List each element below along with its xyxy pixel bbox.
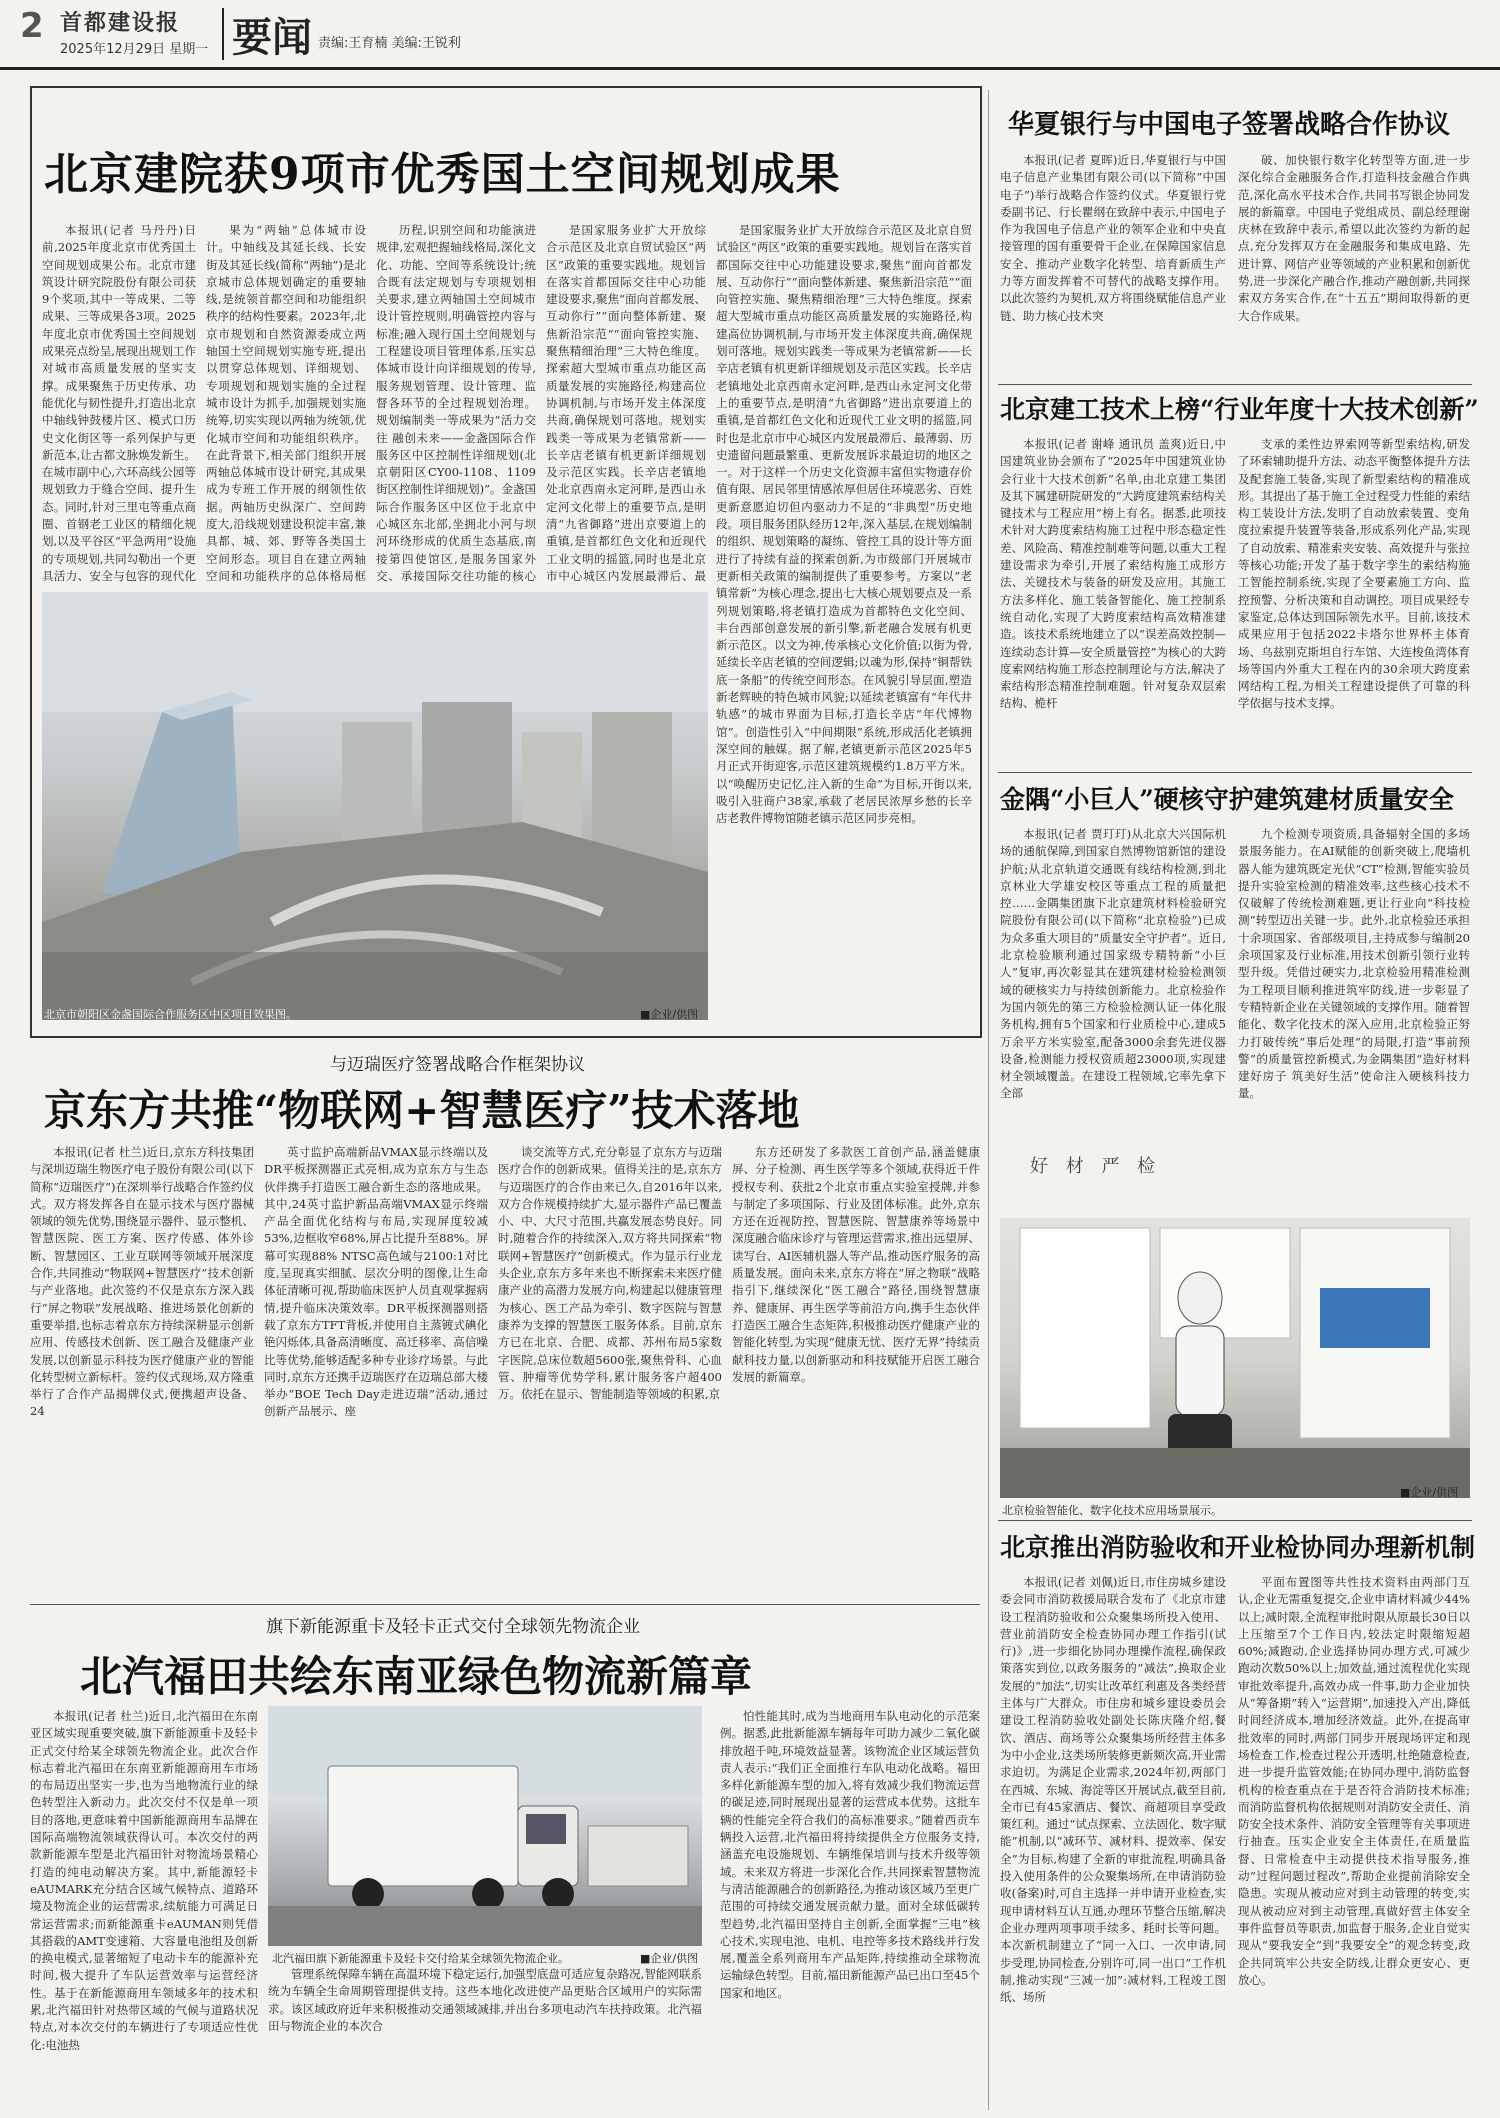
section-title: 要闻 <box>232 14 312 61</box>
article-4-col-2: 九个检测专项资质,具备辐射全国的多场景服务能力。在AI赋能的创新突破上,爬墙机器人能为建筑既定光伏“CT”检测,智能实验员提升实验室检测的精准效率,这些核心技术不仅破解了传统检测难题,更让行业向“科技检测”转型迈出关键一步。此外,北京检验还承担十余项国家、省部级项目,主持成参与编制20余项国家及行业标准,用技术创新引领行业转型升级。凭借过硬实力,北京检验用精准检测为工程项目顺利推进筑牢防线,进一步彰显了专精特新企业在关键领域的支撑作用。随着智能化、数字化技术的深入应用,北京检验正努力打破传统“事后处理”的局限,打造“事前预警”的质量管控新模式,为金隅集团“造好材料 建好房子 筑美好生活”使命注入硬核科技力量。 <box>1238 827 1470 1101</box>
article-2-col-2: 破、加快银行数字化转型等方面,进一步深化综合金融服务合作,打造科技金融合作典范,深化高水平技术合作,共同书写银企协同发展的新篇章。中国电子党组成员、副总经理谢庆林在致辞中表示,希望以此次签约为新的起点,充分发挥双方在金融服务和集成电路、先进计算、网信产业等领域的产业积累和创新优势,进一步深化产融合作,推动产融创新,共同探索双方务实合作,在“十五五”期间取得新的更大合作成果。 <box>1238 153 1470 323</box>
article-1-col-2: 果为“两轴”总体城市设计。中轴线及其延长线、长安街及其延长线(简称“两轴”)是北京城市总体规划确定的重要轴线,是统领首都空间和功能组织秩序的结构性要素。2023年,北京市规划和自然资源委成立两轴国土空间规划实施专班,提出以贯穿总体规划、详细规划、专项规划和规划实施的全过程城市设计为抓手,加强规划实施统筹,切实实现以两轴为统领,优化城市空间和功能组织秩序。在此背景下,相关部门组织开展两轴总体城市设计研究,其成果成为专班工作开展的纲领性依据。两轴历史纵深广、空间跨度大,沿线规划建设积淀丰富,兼具都、城、郊、野等各类国土空间形态。项目自在建立两轴空间和功能秩序的总体格局框 <box>206 223 366 583</box>
article-5-col-4: 东方还研发了多款医工首创产品,涵盖健康屏、分子检测、再生医学等多个领域,获得近千件授权专利、获批2个北京市重点实验室授牌,并参与制定了多项国际、行业及团体标准。此外,京东方还在近视防控、智慧医院、智慧康养等场景中深度融合临床诊疗与管理运营需求,推出远望屏、读写台、AI医辅机器人等产品,推动医疗服务的高质量发展。面向未来,京东方将在“屏之物联”战略指引下,继续深化“医工融合”路径,围绕智慧康养、健康屏、再生医学等前沿方向,携手生态伙伴打造医工融合生态矩阵,积极推动医疗健康产业的智能化转型,为实现“健康无忧、医疗无界”持续贡献科技力量,以创新驱动和科技赋能开启医工融合发展的新篇章。 <box>732 1145 980 1384</box>
issue-date: 2025年12月29日 星期一 <box>60 42 209 57</box>
article-3-title: 北京建工技术上榜“行业年度十大技术创新” <box>1000 395 1479 424</box>
article-3-col-1: 本报讯(记者 谢峰 通讯员 盖爽)近日,中国建筑业协会颁布了“2025年中国建筑业协会行业十大技术创新”名单,由北京建工集团及其下属建研院研发的“大跨度建筑索结构关键技术与工程应用”榜上有名。据悉,此项技术针对大跨度索结构施工过程中形态稳定性差、风险高、精准控制难等问题,以重大工程建设需求为牵引,开展了索结构施工成形方法、关键技术与装备的研发及应用。其施工方法多样化、施工装备智能化、施工控制系统自动化,实现了大跨度索结构高效精准建造。该技术系统地建立了以“误差高效控制—连续动态计算—安全质量管控”为核心的大跨度索网结构施工形态控制理论与方法,解决了索结构形态精准控制难题。针对复杂双层索结构、桅杆 <box>1000 437 1226 711</box>
editors-credit: 责编:王育楠 美编:王锐利 <box>318 36 461 51</box>
masthead <box>0 0 1500 70</box>
article-6-col-1: 本报讯(记者 杜兰)近日,北汽福田在东南亚区域实现重要突破,旗下新能源重卡及轻卡正式交付给某全球领先物流企业。此次合作标志着北汽福田在东南亚新能源商用车市场的布局迈出坚实一步,也为当地物流行业的绿色转型注入新动力。此次交付不仅是单一项目的落地,更意味着中国新能源商用车品牌在国际高端物流领域获得认可。本次交付的两款新能源车型是北汽福田针对物流场景精心打造的纯电动解决方案。其中,新能源轻卡eAUMARK充分结合区域气候特点、道路环境及物流企业的运营需求,续航能力可满足日常运营需求;而新能源重卡eAUMAN则凭借其搭载的AMT变速箱、大容量电池组及创新的换电模式,显著缩短了电动卡车的能源补充时间,极大提升了车队运营效率与运营经济性。基于在新能源商用车领域多年的技术积累,北汽福田针对热带区域的气候与道路状况特点,对本次交付的车辆进行了专项适应性优化:电池热 <box>30 1709 258 2052</box>
divider <box>998 384 1472 385</box>
divider <box>998 1520 1472 1521</box>
article-5-col-3: 谈交流等方式,充分彰显了京东方与迈瑞医疗合作的创新成果。值得关注的是,京东方与迈瑞医疗的合作由来已久,自2016年以来,双方合作规模持续扩大,显示器件产品已覆盖小、中、大尺寸范围,共赢发展态势良好。同时,随着合作的持续深入,双方将共同探索“物联网+智慧医疗”创新模式。作为显示行业龙头企业,京东方多年来也不断探索未来医疗健康产业的高潜力发展方向,构建起以健康管理为核心、医工产品为牵引、数字医院与智慧康养为支撑的智慧医工服务体系。目前,京东方已在北京、合肥、成都、苏州布局5家数字医院,总床位数超5600张,聚焦骨科、心血管、肿瘤等优势学科,累计服务客户超400万。依托在显示、智能制造等领域的积累,京 <box>498 1145 722 1402</box>
article-5-kicker: 与迈瑞医疗签署战略合作框架协议 <box>330 1055 585 1075</box>
trucks-delivery-image <box>268 1706 702 1946</box>
article-6-col-2: 怕性能其时,成为当地商用车队电动化的示范案例。据悉,此批新能源车辆每年可助力减少二氧化碳排放超千吨,环境效益显著。该物流企业区域运营负责人表示:“我们正全面推行车队电动化战略。福田多样化新能源车型的加入,将有效减少我们物流运营的碳足迹,同时展现出显著的运营成本优势。这批车辆的性能完全符合我们的高标准要求。”随着西贡车辆投入运营,北汽福田将持续提供全方位服务支持,涵盖充电设施规划、车辆维保培训与技术升级等领域。未来双方将进一步深化合作,共同探索智慧物流与清洁能源融合的创新路径,为推动该区域乃至更广范围的可持续交通发展贡献力量。面对全球低碳转型趋势,北汽福田坚持自主创新,全面掌握“三电”核心技术,实现电池、电机、电控等多技术路线并行发展,覆盖全系列商用车产品矩阵,持续推动全球物流运输绿色转型。目前,福田新能源产品已出口至45个国家和地区。 <box>720 1709 980 2000</box>
article-5-title: 京东方共推“物联网+智慧医疗”技术落地 <box>44 1086 800 1135</box>
article-6-kicker: 旗下新能源重卡及轻卡正式交付全球领先物流企业 <box>266 1617 640 1637</box>
masthead-divider <box>222 8 224 60</box>
article-7-title: 北京推出消防验收和开业检协同办理新机制 <box>1000 1533 1476 1562</box>
figure-2-credit: ■企业/供图 <box>1400 1486 1459 1499</box>
article-4-title: 金隅“小巨人”硬核守护建筑建材质量安全 <box>1000 785 1454 814</box>
article-1-col-1: 本报讯(记者 马丹丹)日前,2025年度北京市优秀国土空间规划成果公布。北京市建筑设计研究院股份有限公司获9个奖项,其中一等成果、二等成果、三等成果各3项。2025年度北京市优秀国土空间规划成果亮点纷呈,展现出规划工作对城市高质量发展的坚实支撑。成果聚焦于历史传承、功能优化与韧性提升,打造出北京中轴线钟鼓楼片区、模式口历史文化街区等一系列保护与更新范本,让古都文脉焕发新生。在城市副中心,六环高线公园等规划致力于缝合空间、提升生态。同时,针对三里屯等重点商圈、首钢老工业区的精细化规划,以及平谷区“平急两用”设施的专项规划,共同勾勒出一个更具活力、安全与包容的现代化 <box>42 223 196 583</box>
article-7-col-1: 本报讯(记者 刘佩)近日,市住房城乡建设委会同市消防救援局联合发布了《北京市建设工程消防验收和公众聚集场所投入使用、营业前消防安全检查协同办理工作指引(试行)》,进一步细化协同办理操作流程,确保政策落实到位,以政务服务的“减法”,换取企业发展的“加法”,切实让改革红利惠及各类经营主体与广大群众。市住房和城乡建设委员会建设工程消防验收处副处长陈庆隆介绍,餐饮、酒店、商场等公众聚集场所经营主体多为中小企业,这类场所装修更新频次高,开业需求迫切。为满足企业需求,2024年初,两部门在西城、东城、海淀等区开展试点,截至目前,全市已有45家酒店、餐饮、商超项目享受政策红利。通过“试点探索、立法固化、数字赋能”机制,以“减环节、减材料、提效率、保安全”为目标,构建了全新的审批流程,明确具备投入使用条件的公众聚集场所,在申请消防验收(备案)时,可自主选择一并申请开业检查,实现申请材料互认互通,办理环节整合压缩,解决企业办理两项事项手续多、耗时长等问题。本次新机制建立了“同一入口、一次申请,同步受理,协同检查,分别许可,同一出口”工作机制,推动实现“三减一加”:减材料,工程竣工图纸、场所 <box>1000 1575 1226 2005</box>
figure-2-caption: 北京检验智能化、数字化技术应用场景展示。 <box>1002 1504 1222 1517</box>
article-5-col-2: 英寸监护高端新品VMAX显示终端以及DR平板探测器正式亮相,成为京东方与生态伙伴携手打造医工融合新生态的落地成果。其中,24英寸监护新品高端VMAX显示终端产品全面优化结构与布局,实现屏度较减53%,边框收窄68%,屏占比提升至88%。屏幕可实现88% NTSC高色域与2100:1对比度,呈现真实细腻、层次分明的图像,让生命体征清晰可视,帮助临床医护人员直观掌握病情,提升临床决策效率。DR平板探测器则搭载了京东方TFT背板,并使用自主蒸镀式碘化铯闪烁体,具备高清晰度、高迁移率、高信噪比等优势,能够适配多种专业诊疗场景。与此同时,京东方还携手迈瑞医疗在迈瑞总部大楼举办“BOE Tech Day走进迈瑞”活动,通过创新产品展示、座 <box>264 1145 488 1419</box>
article-2-title: 华夏银行与中国电子签署战略合作协议 <box>1008 110 1451 140</box>
figure-3-caption: 北汽福田旗下新能源重卡及轻卡交付给某全球领先物流企业。 <box>272 1952 569 1965</box>
article-1-col-3: 历程,识别空间和功能演进规律,宏观把握轴线格局,深化文化、功能、空间等系统设计;统合既有法定规划与专项规划相关要求,建立两轴国土空间城市设计管控规则,明确管控内容与标准;融入现行国土空间规划与工程建设项目管理体系,压实总体城市设计向详细规划的传导,服务规划管理、设计管理、监督各环节的全过程规划治理。规划编制类一等成果为“活力交往 融创未来——金盏国际合作服务区中区控制性详细规划(北京朝阳区CY00-1108、1109街区控制性详细规划)”。金盏国际合作服务区中区位于北京中心城区东北部,坐拥北小河与坝河环绕形成的优质生态基底,南接第四使馆区,是服务国家外交、承接国际交往功能的核心 <box>376 223 536 583</box>
figure-3-credit: ■企业/供图 <box>640 1952 699 1965</box>
page-number: 2 <box>20 6 44 46</box>
article-2-col-1: 本报讯(记者 夏晖)近日,华夏银行与中国电子信息产业集团有限公司(以下简称“中国电子”)举行战略合作签约仪式。华夏银行党委副书记、行长瞿纲在致辞中表示,中国电子作为我国电子信息产业的领军企业和中央直接管理的国有重要骨干企业,在保障国家信息安全、推动产业数字化转型、培育新质生产力等方面发挥着不可替代的战略支撑作用。以此次签约为契机,双方将围绕赋能信息产业链、助力核心技术突 <box>1000 153 1226 323</box>
inspection-exhibit-image <box>1000 1148 1470 1498</box>
divider <box>998 772 1472 773</box>
article-1-col-4: 是国家服务业扩大开放综合示范区及北京自贸试验区“两区”政策的重要实践地。规划旨在落实首都国际交往中心功能建设要求,聚焦“面向首都发展、互动你行”“面向整体新建、聚焦新沿宗范”“面向管控实施、聚焦精细治理”三大特色维度。探索超大型城市重点功能区高质量发展的实施路径,构建高位协调机制,与市场开发主体深度共商,确保规划可落地。规划实践类一等成果为老镇常新——长辛店老镇有机更新详细规划及示范区实践。长辛店老镇地处北京西南永定河畔,是西山永定河文化带上的重要节点,是明清“九省御路”进出京要道上的重镇,是首都红色文化和近现代工业文明的摇篮,同时也是北京市中心城区内发展最滞后、最薄弱、历史遗留问题最繁重、更新发展诉求最迫切的地区之一。对于这样一个历史文化资源丰富但实物遗存价值有限、居民邻里情感浓厚但居住环境恶劣、百姓更新意愿迫切但内驱动力不足的“非典型”历史地段。项目服务团队经历12年,深入基层,在规划编制的组织、规划策略的凝练、管控工具的设计等方面进行了持续有益的探索创新,为市级部门开展城市更新相关政策的编制提供了重要参考。方案以“老镇常新”为核心理念,提出七大核心规划要点及一系列规划策略,将老镇打造成为首都特色文化空间、丰台西部创意发展的新引擎,新老融合发展有机更新示范区。以文为神,传承核心文化价值;以街为骨,延续长辛店老镇的空间逻辑;以魂为形,保持“铜帮铁底一条船”的传统空间形态。在风貌引导层面,塑造新老辉映的特色城市风貌;以延续老镇富有“年代井轨感”的城市界面为目标,打造长辛店“年代博物馆”。创造性引入“中间期限”系统,形成活化老镇拥深空间的触媒。据了解,老镇更新示范区2025年5月正式开街迎客,示范区建筑规模约1.8万平方米。以“唤醒历史记忆,注入新的生命”为目标,开街以来,吸引入驻商户38家,承载了老居民浓厚乡愁的长辛店老教件博物馆随老镇示范区同步亮相。 <box>716 223 972 826</box>
exhibit-sign-text: 好 材 严 检 <box>1030 1156 1162 1177</box>
divider <box>30 1604 980 1605</box>
column-divider <box>988 90 989 2110</box>
article-1-col-4a: 是国家服务业扩大开放综合示范区及北京自贸试验区“两区”政策的重要实践地。规划旨在落实首都国际交往中心功能建设要求,聚焦“面向首都发展、互动你行”“面向整体新建、聚焦新沿宗范”“面向管控实施、聚焦精细治理”三大特色维度。探索超大型城市重点功能区高质量发展的实施路径,构建高位协调机制,与市场开发主体深度共商,确保规划可落地。规划实践类一等成果为老镇常新——长辛店老镇有机更新详细规划及示范区实践。长辛店老镇地处北京西南永定河畔,是西山永定河文化带上的重要节点,是明清“九省御路”进出京要道上的重镇,是首都红色文化和近现代工业文明的摇篮,同时也是北京市中心城区内发展最滞后、最 <box>546 223 706 583</box>
project-rendering-image <box>42 592 708 1020</box>
article-4-col-1: 本报讯(记者 贾玎玎)从北京大兴国际机场的通航保障,到国家自然博物馆新馆的建设护航;从北京轨道交通既有线结构检测,到北京林业大学雄安校区等重点工程的质量把控……金隅集团旗下北京建筑材料检验研究院股份有限公司(以下简称“北京检验”)已成为众多重大项目的“质量安全守护者”。近日,北京检验顺利通过国家级专精特新“小巨人”复审,再次彰显其在建筑建材检验检测领域的硬核实力与持续创新能力。北京检验作为国内领先的第三方检验检测认证一体化服务机构,拥有5个国家和行业质检中心,建成5万余平方米实验室,配备3000余套先进仪器设备,检测能力授权资质超23000项,实现建材全领域覆盖。在建设工程领域,它率先拿下全部 <box>1000 827 1226 1101</box>
article-7-col-2: 平面布置图等共性技术资料由两部门互认,企业无需重复提交,企业申请材料减少44%以上;减时限,全流程审批时限从原最长30日以上压缩至7个工作日内,较法定时限缩短超60%;减跑动,企业选择协同办理方式,可减少跑动次数50%以上;加效益,通过流程优化实现审批效率提升,高效办成一件事,助力企业加快从“筹备期”转入“运营期”,加速投入产出,降低时间经济成本,增加经济效益。此外,在提高审批效率的同时,两部门同步开展现场评定和现场检查工作,检查过程公开透明,杜绝随意检查,进一步提升监管效能;在协同办理中,消防监督机构的检查重点在于是否符合消防技术标准;而消防监督机构依据规则对消防安全责任、消防安全技术条件、消防安全管理等有关事项进行抽查。压实企业安全主体责任,在质量监督、日常检查中主动提供技术指导服务,推动“过程问题过程改”,帮助企业提前消除安全隐患。实现从被动应对到主动管理的转变,实现从被动应对到主动管理,真做好营主体安全事件监督员等职责,加监督于服务,企业自觉实现从“要我安全”到“我要安全”的观念转变,政企共同筑牢公共安全防线,让群众更安心、更放心。 <box>1238 1575 1470 1987</box>
figure-1-caption: 北京市朝阳区金盏国际合作服务区中区项目效果图。 <box>44 1008 297 1021</box>
paper-name: 首都建设报 <box>60 11 181 36</box>
article-3-col-2: 支承的柔性边界索网等新型索结构,研发了环索辅助提升方法、动态平衡整体提升方法及配套施工装备,实现了新型索结构的精准成形。其提出了基于施工全过程受力性能的索结构工装设计方法,发明了自动放索装置、变角度拉索提升装置等装备,形成系列化产品,实现了自动放索、精准索夹安装、高效提升与张拉等核心功能;开发了基于数字孪生的索结构施工智能控制系统,实现了全要素施工方向、监控预警、分析决策和自动调控。项目成果经专家鉴定,总体达到国际领先水平。目前,该技术成果应用于包括2022卡塔尔世界杯主体育场、乌兹别克斯坦自行车馆、大连梭鱼湾体育场等国内外重大工程在内的30余项大跨度索网结构工程,为相关工程建设提供了可靠的科学依据与技术支撑。 <box>1238 437 1470 711</box>
article-6-col-under: 管理系统保障车辆在高温环境下稳定运行,加强型底盘可适应复杂路况,智能网联系统为车辆全生命周期管理提供支持。这些本地化改进使产品更贴合区域用户的实际需求。该区域政府近年来积极推动交通领域减排,并出台多项电动汽车扶持政策。北汽福田与物流企业的本次合 <box>268 1967 702 2033</box>
article-1-title: 北京建院获9项市优秀国土空间规划成果 <box>44 149 841 200</box>
article-5-col-1: 本报讯(记者 杜兰)近日,京东方科技集团与深圳迈瑞生物医疗电子股份有限公司(以下简称“迈瑞医疗”)在深圳举行战略合作签约仪式。双方将发挥各自在显示技术与医疗器械领域的领先优势,围绕显示器件、显示整机、智慧医院、医工方案、医疗传感、体外诊断、智慧园区、工业互联网等领域开展深度合作,共同推动“物联网+智慧医疗”技术创新与产业落地。此次签约不仅是京东方深入践行“屏之物联”发展战略、推进场景化创新的重要举措,也标志着京东方持续深耕显示创新应用、传感技术创新、医工融合及健康产业发展,以创新显示科技为医疗健康产业的智能化转型树立新标杆。签约仪式现场,双方隆重举行了合作产品揭牌仪式,便携超声设备、24 <box>30 1145 254 1419</box>
article-6-title: 北汽福田共绘东南亚绿色物流新篇章 <box>80 1652 753 1701</box>
figure-1-credit: ■企业/供图 <box>640 1008 699 1021</box>
